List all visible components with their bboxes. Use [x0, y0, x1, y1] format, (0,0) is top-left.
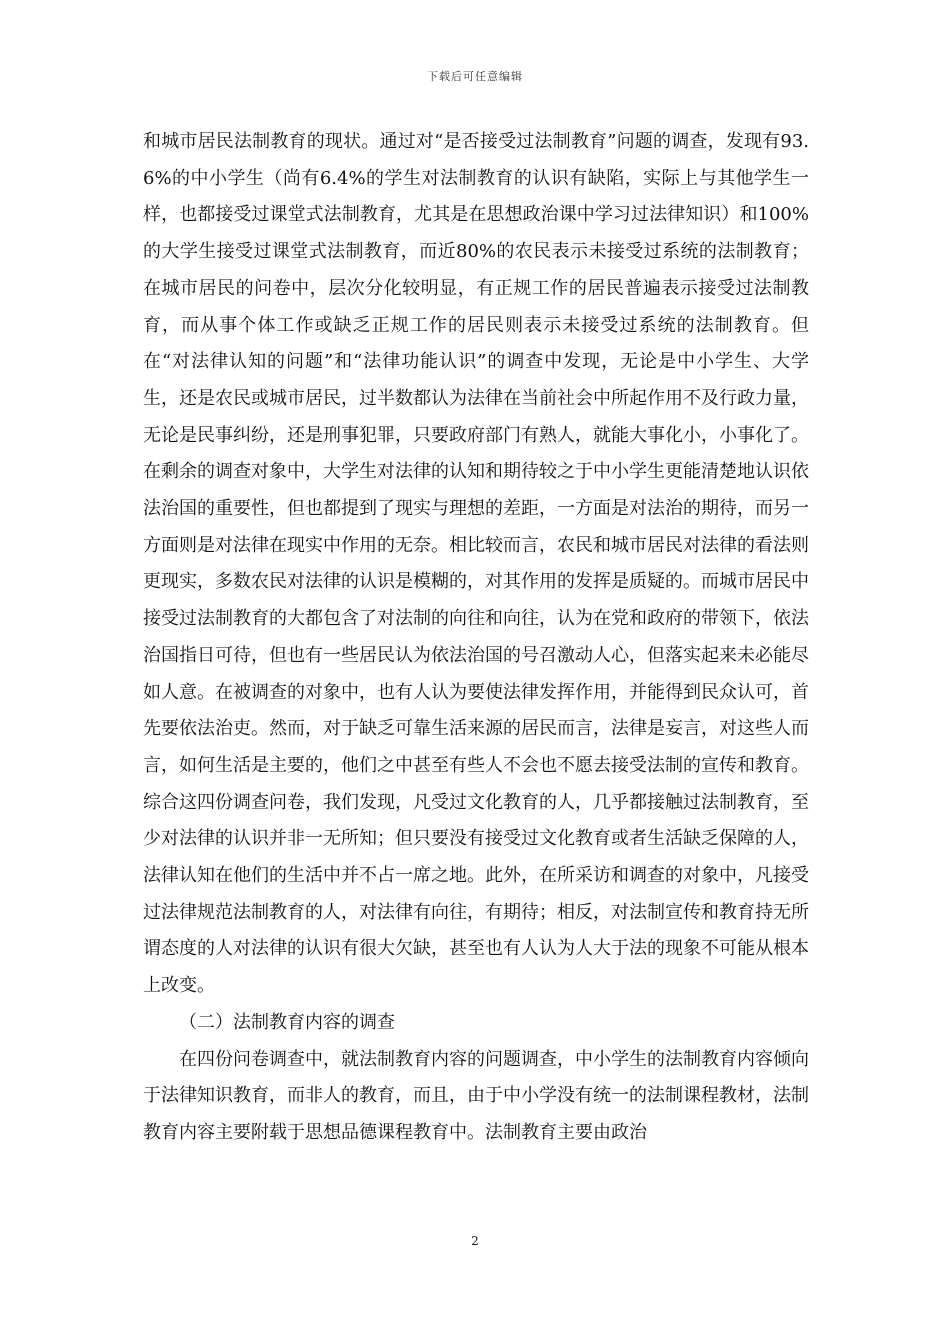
body-paragraph-2: 在四份问卷调查中，就法制教育内容的问题调查，中小学生的法制教育内容倾向于法律知识教育，而非人的教育，而且，由于中小学没有统一的法制课程教材，法制教育内容主要附载于思想品德课程教育中。法制教育主要由政治: [143, 1048, 809, 1143]
page-number: 2: [471, 1234, 479, 1248]
body-paragraph-1: 和城市居民法制教育的现状。通过对“是否接受过法制教育”问题的调查，发现有93.6%的中小学生（尚有6.4%的学生对法制教育的认识有缺陷，实际上与其他学生一样，也都接受过课堂式法制教育，尤其是在思想政治课中学习过法律知识）和100%的大学生接受过课堂式法制教育，而近80%的农民表示未接受过系统的法制教育；在城市居民的问卷中，层次分化较明显，有正规工作的居民普遍表示接受过法制教育，而从事个体工作或缺乏正规工作的居民则表示未接受过系统的法制教育。但在“对法律认知的问题”和“法律功能认识”的调查中发现，无论是中小学生、大学生，还是农民或城市居民，过半数都认为法律在当前社会中所起作用不及行政力量，无论是民事纠纷，还是刑事犯罪，只要政府部门有熟人，就能大事化小，小事化了。在剩余的调查对象中，大学生对法律的认知和期待较之于中小学生更能清楚地认识依法治国的重要性，但也都提到了现实与理想的差距，一方面是对法治的期待，而另一方面则是对法律在现实中作用的无奈。相比较而言，农民和城市居民对法律的看法则更现实，多数农民对法律的认识是模糊的，对其作用的发挥是质疑的。而城市居民中接受过法制教育的大都包含了对法制的向往和向往，认为在党和政府的带领下，依法治国指日可待，但也有一些居民认为依法治国的号召激动人心，但落实起来未必能尽如人意。在被调查的对象中，也有人认为要使法律发挥作用，并能得到民众认可，首先要依法治吏。然而，对于缺乏可靠生活来源的居民而言，法律是妄言，对这些人而言，如何生活是主要的，他们之中甚至有些人不会也不愿去接受法制的宣传和教育。综合这四份调查问卷，我们发现，凡受过文化教育的人，几乎都接触过法制教育，至少对法律的认识并非一无所知；但只要没有接受过文化教育或者生活缺乏保障的人，法律认知在他们的生活中并不占一席之地。此外，在所采访和调查的对象中，凡接受过法律规范法制教育的人，对法律有向往，有期待；相反，对法制宣传和教育持无所谓态度的人对法律的认识有很大欠缺，甚至也有人认为人大于法的现象不可能从根本上改变。: [143, 131, 809, 997]
header-note: 下载后可任意编辑: [427, 70, 523, 83]
section-heading: （二）法制教育内容的调查: [179, 1011, 395, 1033]
body-text: [143, 124, 809, 1152]
